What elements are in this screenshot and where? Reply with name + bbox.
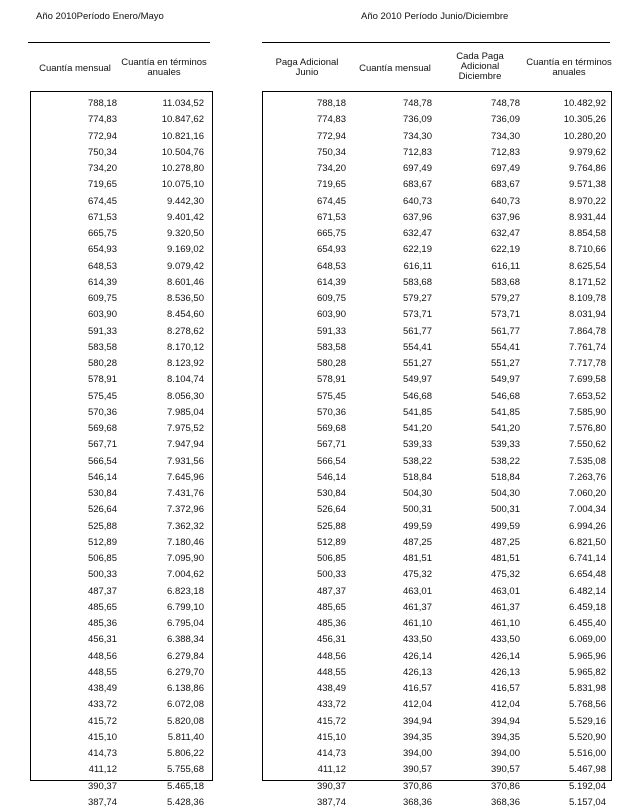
table-cell: 10.305,26 xyxy=(563,114,606,126)
table-cell: 541,85 xyxy=(402,406,432,418)
table-cell: 5.965,96 xyxy=(569,650,606,662)
table-cell: 487,37 xyxy=(316,585,346,597)
table-cell: 7.431,76 xyxy=(167,488,204,499)
table-cell: 616,11 xyxy=(403,260,432,272)
table-cell: 674,45 xyxy=(87,195,117,207)
table-cell: 7.004,34 xyxy=(569,504,606,516)
table-cell: 561,77 xyxy=(402,325,432,337)
table-cell: 570,36 xyxy=(87,406,117,418)
table-cell: 554,41 xyxy=(490,341,520,353)
table-cell: 712,83 xyxy=(490,146,520,158)
table-cell: 8.104,74 xyxy=(167,374,204,386)
table-cell: 499,59 xyxy=(490,520,520,532)
table-cell: 591,33 xyxy=(87,325,117,337)
table-cell: 566,54 xyxy=(87,455,117,467)
table-cell: 583,58 xyxy=(316,341,346,353)
table-cell: 8.171,52 xyxy=(569,276,606,288)
table-cell: 475,32 xyxy=(402,569,432,581)
table-cell: 506,85 xyxy=(316,553,346,564)
table-cell: 7.576,80 xyxy=(569,423,606,434)
table-cell: 6.823,18 xyxy=(167,585,204,597)
table-cell: 748,78 xyxy=(490,98,520,109)
table-cell: 506,85 xyxy=(87,553,117,564)
table-cell: 9.169,02 xyxy=(167,244,204,256)
table-cell: 448,56 xyxy=(316,650,346,662)
table-cell: 6.741,14 xyxy=(569,553,606,564)
table-cell: 475,32 xyxy=(490,569,520,581)
table-cell: 712,83 xyxy=(402,146,432,158)
table-cell: 412,04 xyxy=(490,699,520,711)
table-cell: 573,71 xyxy=(490,309,520,321)
table-cell: 412,04 xyxy=(402,699,432,711)
table-cell: 549,97 xyxy=(402,374,432,386)
table-cell: 448,55 xyxy=(87,666,117,678)
table-cell: 5.831,98 xyxy=(569,683,606,694)
table-cell: 750,34 xyxy=(87,146,117,158)
table-cell: 6.795,04 xyxy=(167,618,204,629)
table-cell: 748,78 xyxy=(402,98,432,109)
table-cell: 9.442,30 xyxy=(167,195,204,207)
table-cell: 566,54 xyxy=(316,455,346,467)
table-cell: 567,71 xyxy=(316,439,346,451)
table-cell: 426,13 xyxy=(402,666,432,678)
table-cell: 7.550,62 xyxy=(569,439,606,451)
table-cell: 609,75 xyxy=(316,293,346,304)
table-cell: 461,37 xyxy=(402,601,432,613)
table-cell: 394,00 xyxy=(402,748,432,759)
table-cell: 637,96 xyxy=(490,211,520,223)
table-cell: 567,71 xyxy=(87,439,117,451)
table-cell: 463,01 xyxy=(490,585,520,597)
table-cell: 734,30 xyxy=(490,130,520,142)
table-cell: 788,18 xyxy=(87,98,117,109)
table-cell: 579,27 xyxy=(402,293,432,304)
table-cell: 546,68 xyxy=(402,390,432,402)
right-header-paga-diciembre: Cada Paga Adicional Diciembre xyxy=(456,51,504,82)
table-cell: 485,36 xyxy=(316,618,346,629)
table-cell: 416,57 xyxy=(490,683,520,694)
table-cell: 414,73 xyxy=(87,748,117,759)
table-cell: 8.625,54 xyxy=(569,260,606,272)
table-cell: 456,31 xyxy=(316,634,346,646)
table-cell: 525,88 xyxy=(316,520,346,532)
table-cell: 603,90 xyxy=(316,309,346,321)
table-cell: 10.504,76 xyxy=(161,146,204,158)
table-cell: 603,90 xyxy=(87,309,117,321)
table-cell: 654,93 xyxy=(87,244,117,256)
table-cell: 551,27 xyxy=(402,358,432,369)
table-cell: 671,53 xyxy=(87,211,117,223)
right-col-monthly xyxy=(350,96,432,811)
table-cell: 541,20 xyxy=(490,423,520,434)
table-cell: 10.847,62 xyxy=(161,114,204,126)
table-cell: 546,14 xyxy=(316,471,346,483)
table-cell: 433,72 xyxy=(87,699,117,711)
table-cell: 415,72 xyxy=(316,715,346,727)
table-cell: 569,68 xyxy=(316,423,346,434)
table-cell: 7.095,90 xyxy=(167,553,204,564)
table-cell: 394,00 xyxy=(490,748,520,759)
table-cell: 719,65 xyxy=(316,179,346,191)
table-cell: 463,01 xyxy=(402,585,432,597)
table-cell: 671,53 xyxy=(316,211,346,223)
table-cell: 5.768,56 xyxy=(569,699,606,711)
right-top-rule xyxy=(262,42,610,43)
table-cell: 10.821,16 xyxy=(161,130,204,142)
table-cell: 583,58 xyxy=(87,341,117,353)
table-cell: 525,88 xyxy=(87,520,117,532)
right-col-annual xyxy=(524,96,606,811)
table-cell: 583,68 xyxy=(402,276,432,288)
table-cell: 9.401,42 xyxy=(167,211,204,223)
table-cell: 573,71 xyxy=(402,309,432,321)
table-cell: 614,39 xyxy=(87,276,117,288)
table-cell: 7.645,96 xyxy=(167,471,204,483)
right-header-paga-junio: Paga Adicional Junio xyxy=(275,57,339,78)
right-col-paga-diciembre xyxy=(436,96,520,811)
table-cell: 8.031,94 xyxy=(569,309,606,321)
table-cell: 7.263,76 xyxy=(569,471,606,483)
table-cell: 654,93 xyxy=(316,244,346,256)
table-cell: 637,96 xyxy=(402,211,432,223)
table-cell: 390,57 xyxy=(402,764,432,776)
table-cell: 504,30 xyxy=(402,488,432,499)
table-cell: 370,86 xyxy=(490,780,520,792)
table-cell: 622,19 xyxy=(490,244,520,256)
table-cell: 541,20 xyxy=(402,423,432,434)
table-cell: 648,53 xyxy=(316,260,346,272)
table-cell: 7.060,20 xyxy=(569,488,606,499)
table-cell: 8.454,60 xyxy=(167,309,204,321)
table-cell: 7.585,90 xyxy=(569,406,606,418)
table-cell: 456,31 xyxy=(87,634,117,646)
table-cell: 426,14 xyxy=(490,650,520,662)
table-cell: 461,10 xyxy=(402,618,432,629)
table-cell: 622,19 xyxy=(402,244,432,256)
table-cell: 5.820,08 xyxy=(167,715,204,727)
table-cell: 632,47 xyxy=(490,228,520,239)
table-cell: 6.388,34 xyxy=(167,634,204,646)
table-cell: 448,56 xyxy=(87,650,117,662)
table-cell: 500,33 xyxy=(87,569,117,581)
table-cell: 6.459,18 xyxy=(569,601,606,613)
table-cell: 7.004,62 xyxy=(167,569,204,581)
table-cell: 609,75 xyxy=(87,293,117,304)
table-cell: 772,94 xyxy=(87,130,117,142)
table-cell: 461,37 xyxy=(490,601,520,613)
right-section-title: Año 2010 Período Junio/Diciembre xyxy=(361,11,509,22)
table-cell: 504,30 xyxy=(490,488,520,499)
table-cell: 6.482,14 xyxy=(569,585,606,597)
table-cell: 8.056,30 xyxy=(167,390,204,402)
table-cell: 734,30 xyxy=(402,130,432,142)
table-cell: 5.529,16 xyxy=(569,715,606,727)
table-cell: 614,39 xyxy=(316,276,346,288)
table-cell: 370,86 xyxy=(402,780,432,792)
left-header-monthly: Cuantía mensual xyxy=(39,63,111,74)
table-cell: 674,45 xyxy=(316,195,346,207)
table-cell: 551,27 xyxy=(490,358,520,369)
table-cell: 579,27 xyxy=(490,293,520,304)
table-cell: 8.123,92 xyxy=(167,358,204,369)
table-cell: 632,47 xyxy=(402,228,432,239)
table-cell: 9.079,42 xyxy=(167,260,204,272)
table-cell: 526,64 xyxy=(316,504,346,516)
table-cell: 481,51 xyxy=(402,553,432,564)
table-cell: 415,72 xyxy=(87,715,117,727)
table-cell: 538,22 xyxy=(490,455,520,467)
table-cell: 10.075,10 xyxy=(161,179,204,191)
table-cell: 394,94 xyxy=(490,715,520,727)
table-cell: 487,25 xyxy=(402,536,432,548)
table-cell: 640,73 xyxy=(402,195,432,207)
table-cell: 7.699,58 xyxy=(569,374,606,386)
table-cell: 433,72 xyxy=(316,699,346,711)
table-cell: 448,55 xyxy=(316,666,346,678)
table-cell: 640,73 xyxy=(490,195,520,207)
table-cell: 415,10 xyxy=(316,731,346,743)
table-cell: 683,67 xyxy=(490,179,520,191)
table-cell: 7.535,08 xyxy=(569,455,606,467)
table-cell: 578,91 xyxy=(316,374,346,386)
table-cell: 461,10 xyxy=(490,618,520,629)
table-cell: 426,14 xyxy=(402,650,432,662)
table-cell: 5.755,68 xyxy=(167,764,204,776)
table-cell: 8.170,12 xyxy=(167,341,204,353)
table-cell: 7.717,78 xyxy=(569,358,606,369)
table-cell: 8.601,46 xyxy=(167,276,204,288)
table-cell: 697,49 xyxy=(402,163,432,174)
table-cell: 368,36 xyxy=(402,796,432,808)
table-cell: 570,36 xyxy=(316,406,346,418)
table-cell: 7.864,78 xyxy=(569,325,606,337)
table-cell: 6.654,48 xyxy=(569,569,606,581)
table-cell: 6.994,26 xyxy=(569,520,606,532)
table-cell: 8.536,50 xyxy=(167,293,204,304)
table-cell: 9.979,62 xyxy=(569,146,606,158)
table-cell: 8.931,44 xyxy=(569,211,606,223)
table-cell: 438,49 xyxy=(87,683,117,694)
table-cell: 774,83 xyxy=(316,114,346,126)
table-cell: 9.571,38 xyxy=(569,179,606,191)
table-cell: 6.799,10 xyxy=(167,601,204,613)
table-cell: 5.516,00 xyxy=(569,748,606,759)
table-cell: 539,33 xyxy=(490,439,520,451)
left-header-annual: Cuantía en términos anuales xyxy=(121,57,207,78)
table-cell: 8.854,58 xyxy=(569,228,606,239)
table-cell: 7.180,46 xyxy=(167,536,204,548)
table-cell: 665,75 xyxy=(316,228,346,239)
table-cell: 554,41 xyxy=(402,341,432,353)
table-cell: 539,33 xyxy=(402,439,432,451)
table-cell: 549,97 xyxy=(490,374,520,386)
table-cell: 481,51 xyxy=(490,553,520,564)
table-cell: 774,83 xyxy=(87,114,117,126)
table-cell: 580,28 xyxy=(316,358,346,369)
table-cell: 487,37 xyxy=(87,585,117,597)
table-cell: 5.520,90 xyxy=(569,731,606,743)
table-cell: 394,35 xyxy=(402,731,432,743)
table-cell: 487,25 xyxy=(490,536,520,548)
table-cell: 414,73 xyxy=(316,748,346,759)
table-cell: 591,33 xyxy=(316,325,346,337)
right-header-monthly: Cuantía mensual xyxy=(359,63,431,74)
table-cell: 697,49 xyxy=(490,163,520,174)
table-cell: 616,11 xyxy=(491,260,520,272)
table-cell: 5.465,18 xyxy=(167,780,204,792)
table-cell: 7.975,52 xyxy=(167,423,204,434)
table-cell: 518,84 xyxy=(402,471,432,483)
table-cell: 788,18 xyxy=(316,98,346,109)
table-cell: 561,77 xyxy=(490,325,520,337)
table-cell: 6.069,00 xyxy=(569,634,606,646)
table-cell: 6.138,86 xyxy=(167,683,204,694)
table-cell: 518,84 xyxy=(490,471,520,483)
table-cell: 5.157,04 xyxy=(569,796,606,808)
table-cell: 438,49 xyxy=(316,683,346,694)
table-cell: 734,20 xyxy=(316,163,346,174)
table-cell: 530,84 xyxy=(87,488,117,499)
table-cell: 538,22 xyxy=(402,455,432,467)
table-cell: 648,53 xyxy=(87,260,117,272)
table-cell: 6.072,08 xyxy=(167,699,204,711)
table-cell: 485,65 xyxy=(87,601,117,613)
table-cell: 10.280,20 xyxy=(563,130,606,142)
table-cell: 8.109,78 xyxy=(569,293,606,304)
table-cell: 7.931,56 xyxy=(167,455,204,467)
table-cell: 8.278,62 xyxy=(167,325,204,337)
table-cell: 390,37 xyxy=(316,780,346,792)
left-section-title: Año 2010Período Enero/Mayo xyxy=(36,11,164,22)
table-cell: 541,85 xyxy=(490,406,520,418)
table-cell: 387,74 xyxy=(87,796,117,808)
table-cell: 5.806,22 xyxy=(167,748,204,759)
table-cell: 736,09 xyxy=(402,114,432,126)
table-cell: 500,31 xyxy=(402,504,432,516)
table-cell: 500,33 xyxy=(316,569,346,581)
table-cell: 411,12 xyxy=(88,764,117,776)
table-cell: 5.811,40 xyxy=(167,731,204,743)
table-cell: 390,37 xyxy=(87,780,117,792)
table-cell: 500,31 xyxy=(490,504,520,516)
table-cell: 415,10 xyxy=(87,731,117,743)
table-cell: 6.821,50 xyxy=(569,536,606,548)
table-cell: 5.467,98 xyxy=(569,764,606,776)
table-cell: 10.278,80 xyxy=(161,163,204,174)
table-cell: 734,20 xyxy=(87,163,117,174)
table-cell: 390,57 xyxy=(490,764,520,776)
table-cell: 6.455,40 xyxy=(569,618,606,629)
table-cell: 569,68 xyxy=(87,423,117,434)
table-cell: 416,57 xyxy=(402,683,432,694)
table-cell: 394,94 xyxy=(402,715,432,727)
table-cell: 772,94 xyxy=(316,130,346,142)
table-cell: 7.372,96 xyxy=(167,504,204,516)
table-cell: 583,68 xyxy=(490,276,520,288)
table-cell: 580,28 xyxy=(87,358,117,369)
table-cell: 5.192,04 xyxy=(569,780,606,792)
table-cell: 530,84 xyxy=(316,488,346,499)
table-cell: 6.279,70 xyxy=(167,666,204,678)
table-cell: 575,45 xyxy=(87,390,117,402)
table-cell: 10.482,92 xyxy=(563,98,606,109)
table-cell: 11.034,52 xyxy=(162,98,204,109)
table-cell: 433,50 xyxy=(402,634,432,646)
table-cell: 7.653,52 xyxy=(569,390,606,402)
right-header-annual: Cuantía en términos anuales xyxy=(526,57,612,78)
table-cell: 5.428,36 xyxy=(167,796,204,808)
table-cell: 546,14 xyxy=(87,471,117,483)
table-cell: 499,59 xyxy=(402,520,432,532)
table-cell: 433,50 xyxy=(490,634,520,646)
table-cell: 526,64 xyxy=(87,504,117,516)
table-cell: 546,68 xyxy=(490,390,520,402)
left-col-monthly xyxy=(34,96,117,811)
table-cell: 719,65 xyxy=(87,179,117,191)
table-cell: 7.362,32 xyxy=(167,520,204,532)
table-cell: 578,91 xyxy=(87,374,117,386)
right-col-paga-junio xyxy=(266,96,346,811)
table-cell: 9.764,86 xyxy=(569,163,606,174)
table-cell: 6.279,84 xyxy=(167,650,204,662)
table-cell: 485,65 xyxy=(316,601,346,613)
table-cell: 9.320,50 xyxy=(167,228,204,239)
table-cell: 575,45 xyxy=(316,390,346,402)
left-top-rule xyxy=(28,42,210,43)
table-cell: 736,09 xyxy=(490,114,520,126)
table-cell: 411,12 xyxy=(317,764,346,776)
table-cell: 512,89 xyxy=(87,536,117,548)
table-cell: 683,67 xyxy=(402,179,432,191)
left-col-annual xyxy=(118,96,204,811)
table-cell: 5.965,82 xyxy=(569,666,606,678)
table-cell: 7.985,04 xyxy=(167,406,204,418)
table-cell: 368,36 xyxy=(490,796,520,808)
table-cell: 394,35 xyxy=(490,731,520,743)
table-cell: 750,34 xyxy=(316,146,346,158)
table-cell: 7.761,74 xyxy=(569,341,606,353)
table-cell: 426,13 xyxy=(490,666,520,678)
table-cell: 7.947,94 xyxy=(167,439,204,451)
table-cell: 665,75 xyxy=(87,228,117,239)
table-cell: 8.970,22 xyxy=(569,195,606,207)
table-cell: 8.710,66 xyxy=(569,244,606,256)
table-cell: 512,89 xyxy=(316,536,346,548)
table-cell: 387,74 xyxy=(316,796,346,808)
table-cell: 485,36 xyxy=(87,618,117,629)
